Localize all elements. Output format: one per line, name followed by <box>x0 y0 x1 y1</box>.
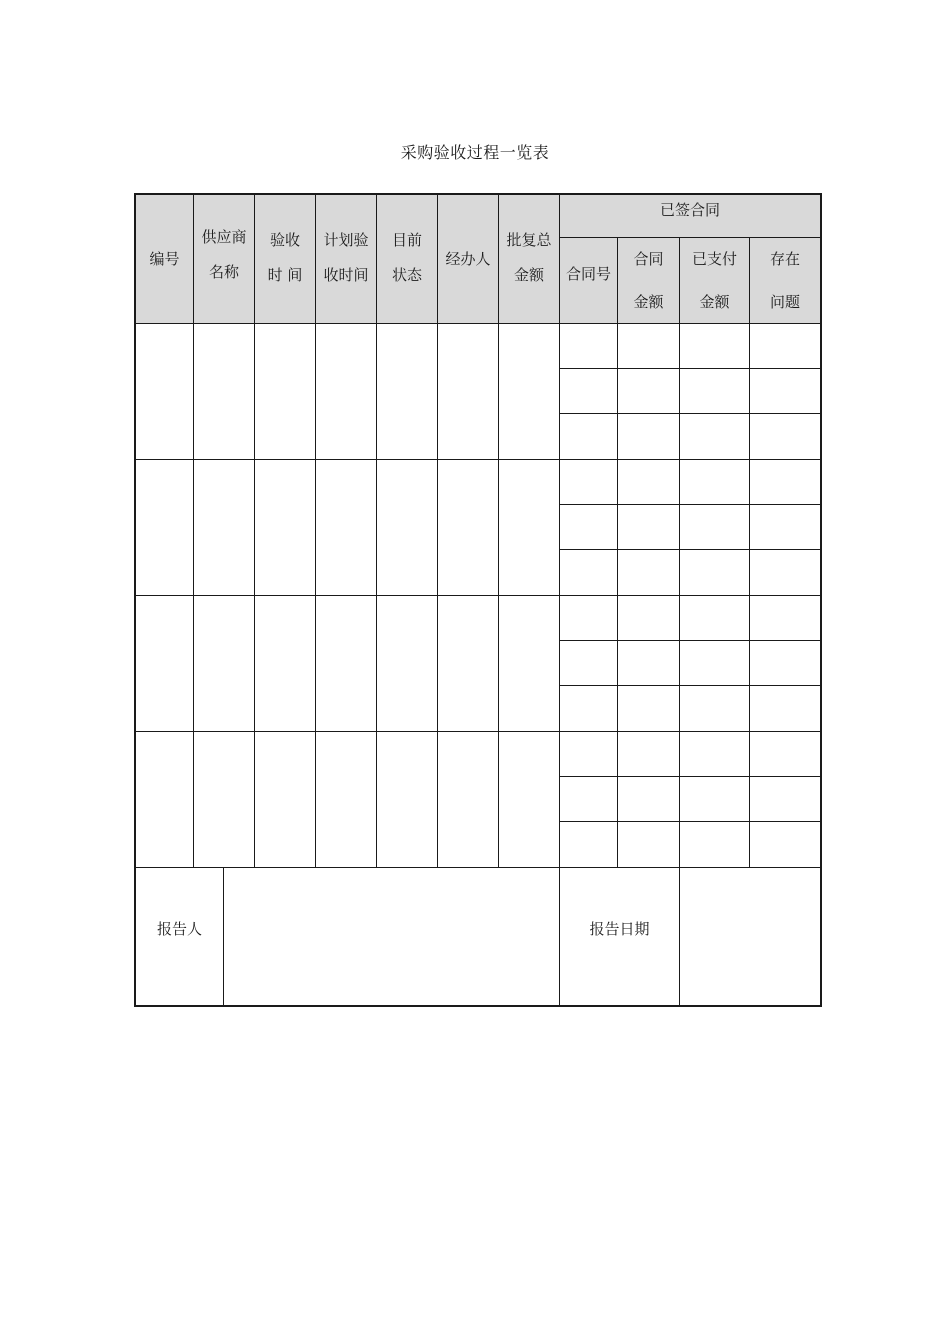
footer-report-date-label: 报告日期 <box>589 920 650 938</box>
header-contract-no: 合同号 <box>565 265 611 283</box>
header-supplier-name: 供应商 名称 <box>201 228 247 281</box>
subrow-line <box>559 504 820 505</box>
header-approved-total-amount: 批复总 金额 <box>506 231 552 284</box>
footer-report-date-value[interactable] <box>680 868 820 1005</box>
header-paid-amount: 已支付 金额 <box>691 249 737 311</box>
subrow-line <box>559 685 820 686</box>
header-id: 编号 <box>149 249 180 268</box>
group-divider-1 <box>136 459 820 460</box>
header-existing-issues: 存在 问题 <box>769 249 800 311</box>
header-acceptance-time: 验收 时 间 <box>267 231 303 284</box>
subrow-line <box>559 368 820 369</box>
procurement-acceptance-table <box>134 193 822 1007</box>
document-title: 采购验收过程一览表 <box>400 143 550 162</box>
header-planned-acceptance-time: 计划验 收时间 <box>323 231 369 284</box>
group-divider-2 <box>136 595 820 596</box>
group-divider-3 <box>136 731 820 732</box>
footer-reporter-value[interactable] <box>224 868 559 1005</box>
header-bottom-line <box>136 323 820 324</box>
header-handler: 经办人 <box>445 249 491 268</box>
subrow-line <box>559 776 820 777</box>
subrow-line <box>559 413 820 414</box>
col-line <box>749 237 750 868</box>
header-contract-amount: 合同 金额 <box>633 249 664 311</box>
footer-reporter-label: 报告人 <box>156 920 202 938</box>
subrow-line <box>559 549 820 550</box>
header-current-status: 目前 状态 <box>391 231 422 284</box>
header-signed-contracts: 已签合同 <box>659 200 720 219</box>
subrow-line <box>559 640 820 641</box>
subrow-line <box>559 821 820 822</box>
col-line <box>617 237 618 868</box>
